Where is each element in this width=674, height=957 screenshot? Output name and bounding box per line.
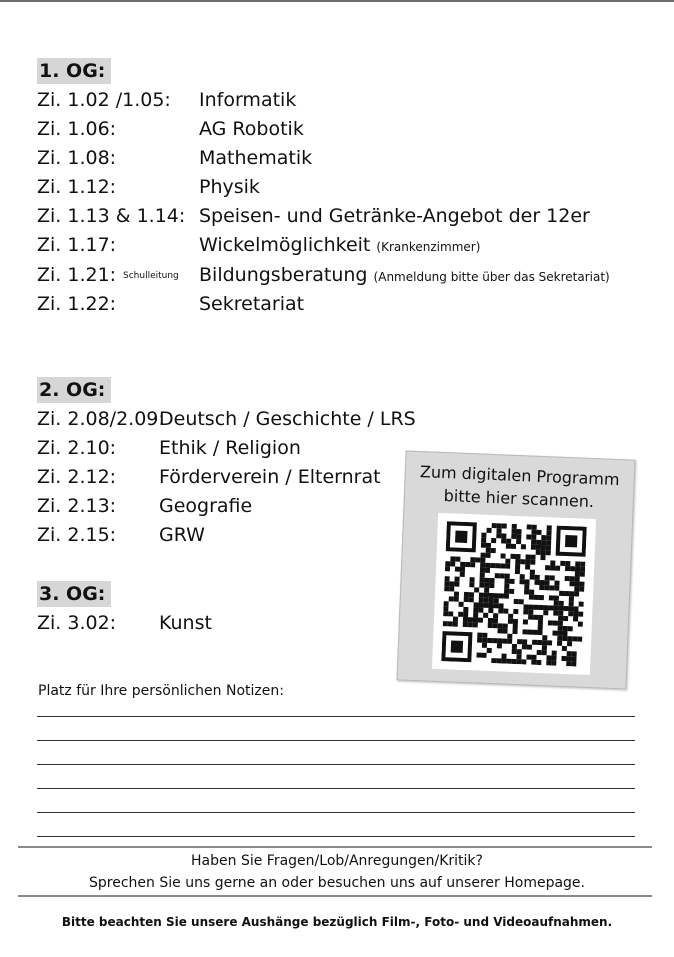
footer-divider bbox=[18, 895, 652, 897]
room-destination: Speisen- und Getränke-Angebot der 12er bbox=[199, 205, 590, 227]
media-notice: Bitte beachten Sie unsere Aushänge bezüglich Film-, Foto- und Videoaufnahmen. bbox=[61, 915, 613, 929]
room-number: Zi. 2.12: bbox=[37, 466, 117, 488]
room-destination bbox=[199, 261, 610, 291]
note-line[interactable] bbox=[37, 836, 635, 837]
note-line[interactable] bbox=[37, 716, 635, 717]
room-number: Zi. 1.12: bbox=[37, 176, 117, 198]
floor-heading-2: 2. OG: bbox=[37, 377, 111, 403]
room-destination: Geografie bbox=[159, 495, 253, 517]
room-destination: Sekretariat bbox=[199, 293, 305, 315]
qr-code-graphic bbox=[441, 521, 587, 667]
destination-label: Bildungsberatung bbox=[199, 264, 368, 286]
room-destination bbox=[199, 231, 480, 261]
room-destination: GRW bbox=[159, 524, 205, 546]
room-number: Zi. 3.02: bbox=[37, 612, 117, 634]
footer-invitation: Sprechen Sie uns gerne an oder besuchen uns auf unserer Homepage. bbox=[89, 875, 585, 891]
room-note: (Anmeldung bitte über das Sekretariat) bbox=[373, 270, 610, 284]
room-note: (Krankenzimmer) bbox=[376, 240, 481, 254]
note-line[interactable] bbox=[37, 788, 635, 789]
room-destination: Deutsch / Geschichte / LRS bbox=[159, 408, 416, 430]
footer-divider bbox=[18, 846, 652, 848]
room-destination: Kunst bbox=[159, 612, 212, 634]
floor-heading-1: 1. OG: bbox=[37, 58, 111, 84]
room-number: Zi. 1.21: bbox=[37, 264, 117, 286]
room-destination: Informatik bbox=[199, 89, 297, 111]
floor-heading-3: 3. OG: bbox=[37, 581, 111, 607]
department-tag: Schulleitung bbox=[123, 271, 179, 281]
room-destination: AG Robotik bbox=[199, 118, 304, 140]
room-number: Zi. 2.15: bbox=[37, 524, 117, 546]
top-rule bbox=[0, 0, 674, 2]
notes-label: Platz für Ihre persönlichen Notizen: bbox=[38, 683, 284, 699]
room-destination: Ethik / Religion bbox=[159, 437, 301, 459]
room-number: Zi. 1.13 & 1.14: bbox=[37, 205, 186, 227]
note-line[interactable] bbox=[37, 740, 635, 741]
room-destination: Förderverein / Elternrat bbox=[159, 466, 381, 488]
qr-caption-line-1: Zum digitalen Programm bbox=[419, 462, 620, 490]
qr-caption-line-2: bitte hier scannen. bbox=[443, 486, 595, 512]
room-destination: Mathematik bbox=[199, 147, 313, 169]
destination-label: Wickelmöglichkeit bbox=[199, 234, 371, 256]
room-number: Zi. 1.02 /1.05: bbox=[37, 89, 171, 111]
room-number: Zi. 1.06: bbox=[37, 118, 117, 140]
room-number: Zi. 1.22: bbox=[37, 293, 117, 315]
room-number: Zi. 2.13: bbox=[37, 495, 117, 517]
room-number: Zi. 1.17: bbox=[37, 234, 117, 256]
room-number: Zi. 2.08/2.09: bbox=[37, 408, 165, 430]
note-line[interactable] bbox=[37, 764, 635, 765]
qr-card bbox=[396, 450, 635, 689]
room-number: Zi. 1.08: bbox=[37, 147, 117, 169]
note-line[interactable] bbox=[37, 812, 635, 813]
room-destination: Physik bbox=[199, 176, 260, 198]
room-number: Zi. 2.10: bbox=[37, 437, 117, 459]
qr-code-icon[interactable] bbox=[432, 513, 596, 675]
footer-question: Haben Sie Fragen/Lob/Anregungen/Kritik? bbox=[191, 853, 483, 869]
